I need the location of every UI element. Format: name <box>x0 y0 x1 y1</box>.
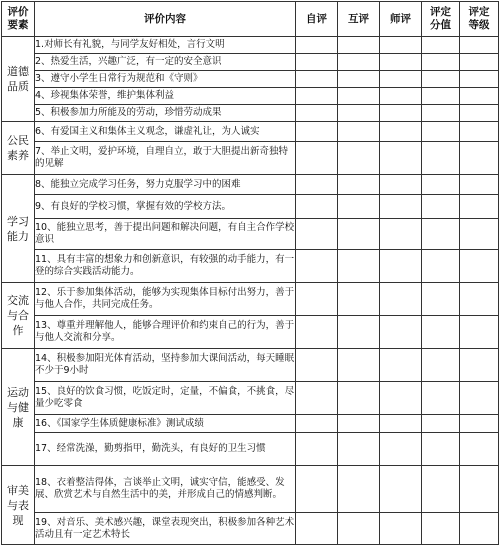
self-eval-cell[interactable] <box>296 382 338 415</box>
category-cell: 公民 素养 <box>2 122 35 175</box>
grade-cell[interactable] <box>460 513 499 545</box>
self-eval-cell[interactable] <box>296 71 338 88</box>
teacher-eval-cell[interactable] <box>380 71 422 88</box>
table-row <box>2 250 499 283</box>
criterion-text: 15、良好的饮食习惯，吃饭定时，定量，不偏食，不挑食，尽量少吃零食 <box>35 382 296 415</box>
teacher-eval-cell[interactable] <box>380 105 422 122</box>
teacher-eval-cell[interactable] <box>380 195 422 219</box>
criterion-text: 3、遵守小学生日常行为规范和《守则》 <box>35 71 296 88</box>
self-eval-cell[interactable] <box>296 513 338 545</box>
grade-cell[interactable] <box>460 349 499 382</box>
criterion-text: 6、有爱国主义和集体主义观念，谦虚礼让，为人诚实 <box>35 122 296 142</box>
self-eval-cell[interactable] <box>296 37 338 54</box>
evaluation-table <box>1 1 499 545</box>
score-cell[interactable] <box>422 195 460 219</box>
peer-eval-cell[interactable] <box>338 37 380 54</box>
score-cell[interactable] <box>422 466 460 513</box>
grade-cell[interactable] <box>460 71 499 88</box>
score-cell[interactable] <box>422 433 460 466</box>
self-eval-cell[interactable] <box>296 433 338 466</box>
criterion-text: 5、积极参加力所能及的劳动，珍惜劳动成果 <box>35 105 296 122</box>
criterion-text: 4、珍视集体荣誉，维护集体利益 <box>35 88 296 105</box>
grade-cell[interactable] <box>460 382 499 415</box>
teacher-eval-cell[interactable] <box>380 175 422 195</box>
table-row <box>2 71 499 88</box>
criterion-text: 16、《国家学生体质健康标准》测试成绩 <box>35 415 296 433</box>
criterion-text: 13、尊重并理解他人，能够合理评价和约束自己的行为，善于与他人交流和分享。 <box>35 316 296 349</box>
header-self-eval: 自评 <box>296 2 338 37</box>
self-eval-cell[interactable] <box>296 415 338 433</box>
peer-eval-cell[interactable] <box>338 283 380 316</box>
header-category: 评价 要素 <box>2 2 35 37</box>
peer-eval-cell[interactable] <box>338 54 380 71</box>
criterion-text: 9、有良好的学校习惯，掌握有效的学校方法。 <box>35 195 296 219</box>
teacher-eval-cell[interactable] <box>380 219 422 250</box>
table-row <box>2 513 499 545</box>
table-row <box>2 466 499 513</box>
self-eval-cell[interactable] <box>296 250 338 283</box>
self-eval-cell[interactable] <box>296 88 338 105</box>
category-cell: 运动 与健 康 <box>2 349 35 466</box>
criterion-text: 14、积极参加阳光体育活动，坚持参加大课间活动，每天睡眠不少于9小时 <box>35 349 296 382</box>
header-score: 评定 分值 <box>422 2 460 37</box>
table-row <box>2 37 499 54</box>
teacher-eval-cell[interactable] <box>380 283 422 316</box>
score-cell[interactable] <box>422 105 460 122</box>
criterion-text: 10、能独立思考，善于提出问题和解决问题，有自主合作学校意识 <box>35 219 296 250</box>
grade-cell[interactable] <box>460 195 499 219</box>
teacher-eval-cell[interactable] <box>380 250 422 283</box>
score-cell[interactable] <box>422 283 460 316</box>
teacher-eval-cell[interactable] <box>380 466 422 513</box>
self-eval-cell[interactable] <box>296 175 338 195</box>
grade-cell[interactable] <box>460 175 499 195</box>
table-row <box>2 88 499 105</box>
grade-cell[interactable] <box>460 54 499 71</box>
table-row <box>2 105 499 122</box>
grade-cell[interactable] <box>460 433 499 466</box>
table-row <box>2 349 499 382</box>
score-cell[interactable] <box>422 142 460 175</box>
header-peer-eval: 互评 <box>338 2 380 37</box>
grade-cell[interactable] <box>460 466 499 513</box>
teacher-eval-cell[interactable] <box>380 316 422 349</box>
criterion-text: 1.对师长有礼貌，与同学友好相处，言行文明 <box>35 37 296 54</box>
table-row <box>2 415 499 433</box>
table-row <box>2 175 499 195</box>
teacher-eval-cell[interactable] <box>380 415 422 433</box>
self-eval-cell[interactable] <box>296 466 338 513</box>
self-eval-cell[interactable] <box>296 54 338 71</box>
category-cell: 交流 与合 作 <box>2 283 35 349</box>
peer-eval-cell[interactable] <box>338 316 380 349</box>
grade-cell[interactable] <box>460 219 499 250</box>
self-eval-cell[interactable] <box>296 316 338 349</box>
self-eval-cell[interactable] <box>296 219 338 250</box>
table-row <box>2 283 499 316</box>
criterion-text: 8、能独立完成学习任务，努力克服学习中的困难 <box>35 175 296 195</box>
header-grade: 评定 等级 <box>460 2 499 37</box>
table-body <box>2 37 499 545</box>
peer-eval-cell[interactable] <box>338 415 380 433</box>
teacher-eval-cell[interactable] <box>380 54 422 71</box>
criterion-text: 2、热爱生活，兴趣广泛，有一定的安全意识 <box>35 54 296 71</box>
peer-eval-cell[interactable] <box>338 250 380 283</box>
peer-eval-cell[interactable] <box>338 513 380 545</box>
table-row <box>2 195 499 219</box>
teacher-eval-cell[interactable] <box>380 513 422 545</box>
peer-eval-cell[interactable] <box>338 142 380 175</box>
table-row <box>2 54 499 71</box>
score-cell[interactable] <box>422 513 460 545</box>
teacher-eval-cell[interactable] <box>380 382 422 415</box>
score-cell[interactable] <box>422 382 460 415</box>
teacher-eval-cell[interactable] <box>380 433 422 466</box>
header-row <box>2 2 499 37</box>
peer-eval-cell[interactable] <box>338 219 380 250</box>
table-row <box>2 122 499 142</box>
self-eval-cell[interactable] <box>296 122 338 142</box>
criterion-text: 11、具有丰富的想象力和创新意识，有较强的动手能力，有一登的综合实践活动能力。 <box>35 250 296 283</box>
score-cell[interactable] <box>422 219 460 250</box>
self-eval-cell[interactable] <box>296 105 338 122</box>
criterion-text: 12、乐于参加集体活动，能够为实现集体目标付出努力，善于与他人合作，共同完成任务。 <box>35 283 296 316</box>
peer-eval-cell[interactable] <box>338 349 380 382</box>
teacher-eval-cell[interactable] <box>380 37 422 54</box>
grade-cell[interactable] <box>460 142 499 175</box>
table-row <box>2 219 499 250</box>
score-cell[interactable] <box>422 349 460 382</box>
score-cell[interactable] <box>422 415 460 433</box>
teacher-eval-cell[interactable] <box>380 142 422 175</box>
score-cell[interactable] <box>422 316 460 349</box>
table-row <box>2 433 499 466</box>
table-row <box>2 142 499 175</box>
score-cell[interactable] <box>422 54 460 71</box>
peer-eval-cell[interactable] <box>338 71 380 88</box>
peer-eval-cell[interactable] <box>338 195 380 219</box>
peer-eval-cell[interactable] <box>338 105 380 122</box>
self-eval-cell[interactable] <box>296 195 338 219</box>
header-content: 评价内容 <box>35 2 296 37</box>
peer-eval-cell[interactable] <box>338 122 380 142</box>
grade-cell[interactable] <box>460 122 499 142</box>
peer-eval-cell[interactable] <box>338 382 380 415</box>
self-eval-cell[interactable] <box>296 349 338 382</box>
category-cell: 审美 与表 现 <box>2 466 35 545</box>
peer-eval-cell[interactable] <box>338 466 380 513</box>
criterion-text: 19、对音乐、美术感兴趣，课堂表现突出，积极参加各种艺术活动且有一定艺术特长 <box>35 513 296 545</box>
grade-cell[interactable] <box>460 250 499 283</box>
category-cell: 学习 能力 <box>2 175 35 283</box>
criterion-text: 17、经常洗澡，勤剪指甲，勤洗头，有良好的卫生习惯 <box>35 433 296 466</box>
header-teacher-eval: 师评 <box>380 2 422 37</box>
self-eval-cell[interactable] <box>296 142 338 175</box>
grade-cell[interactable] <box>460 37 499 54</box>
score-cell[interactable] <box>422 175 460 195</box>
teacher-eval-cell[interactable] <box>380 88 422 105</box>
grade-cell[interactable] <box>460 88 499 105</box>
category-cell: 道德 品质 <box>2 37 35 122</box>
peer-eval-cell[interactable] <box>338 433 380 466</box>
grade-cell[interactable] <box>460 415 499 433</box>
criterion-text: 18、衣着整洁得体，言谈举止文明，诚实守信，能感受、发展、欣赏艺术与自然生活中的美，并形成自己的情感判断。 <box>35 466 296 513</box>
teacher-eval-cell[interactable] <box>380 349 422 382</box>
self-eval-cell[interactable] <box>296 283 338 316</box>
grade-cell[interactable] <box>460 283 499 316</box>
score-cell[interactable] <box>422 71 460 88</box>
score-cell[interactable] <box>422 122 460 142</box>
table-row <box>2 316 499 349</box>
grade-cell[interactable] <box>460 316 499 349</box>
table-row <box>2 382 499 415</box>
teacher-eval-cell[interactable] <box>380 122 422 142</box>
score-cell[interactable] <box>422 37 460 54</box>
score-cell[interactable] <box>422 88 460 105</box>
criterion-text: 7、举止文明，爱护环境，自理自立，敢于大胆提出新奇独特的见解 <box>35 142 296 175</box>
peer-eval-cell[interactable] <box>338 175 380 195</box>
peer-eval-cell[interactable] <box>338 88 380 105</box>
grade-cell[interactable] <box>460 105 499 122</box>
score-cell[interactable] <box>422 250 460 283</box>
